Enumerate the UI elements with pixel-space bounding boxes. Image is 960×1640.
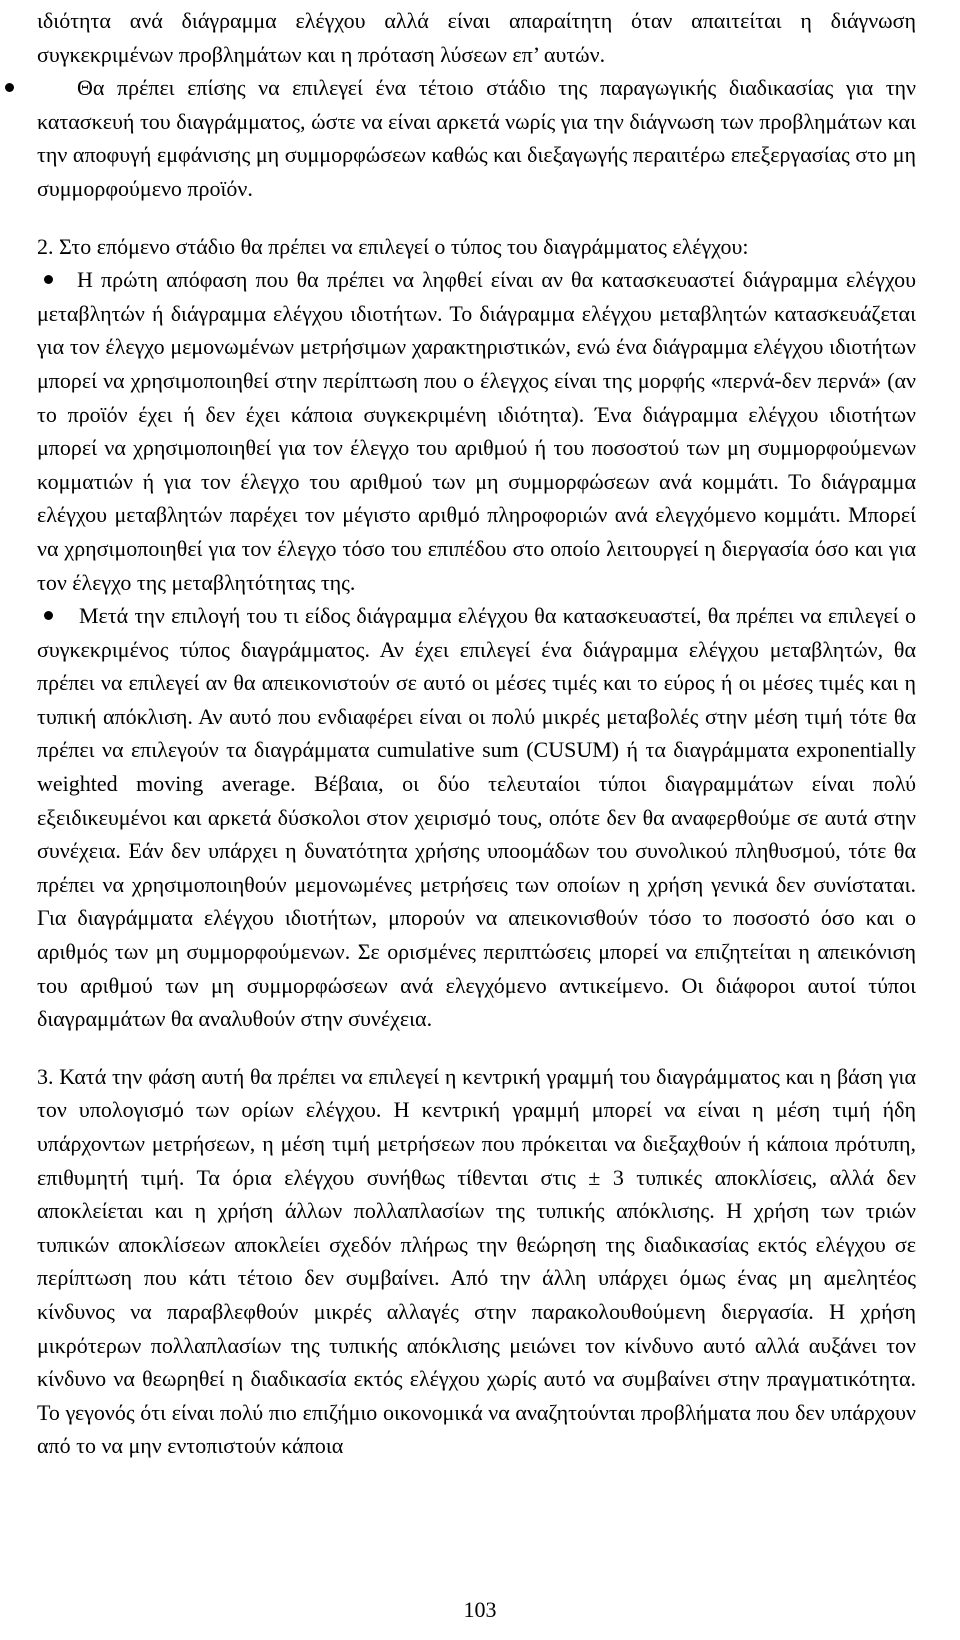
paragraph-bullet-1: Θα πρέπει επίσης να επιλεγεί ένα τέτοιο στάδιο της παραγωγικής διαδικασίας για την κατασκευή του διαγράμματος, ώστε να είναι αρκετά νωρίς για την διάγνωση των προβλημάτων και την αποφυγή εμφάνισης μη συμμορφώσεων καθώς και διεξαγωγής περαιτέρω επεξεργασίας στο μη συμμορφούμενο προϊόν. xyxy=(37,75,916,201)
bullet-item-chart-type xyxy=(37,599,916,1036)
bullet-item-stage-selection xyxy=(37,71,916,205)
paragraph-section-3: 3. Κατά την φάση αυτή θα πρέπει να επιλεγεί η κεντρική γραμμή του διαγράμματος και η βάση για τον υπολογισμό των ορίων ελέγχου. Η κεντρική γραμμή μπορεί να είναι η μέση τιμή ήδη υπάρχοντων μετρήσεων, η μέση τιμή μετρήσεων που πρόκειται να διεξαχθούν ή κάποια πρότυπη, επιθυμητή τιμή. Τα όρια ελέγχου συνήθως τίθενται στις ± 3 τυπικές αποκλίσεις, αλλά δεν αποκλείεται και η χρήση άλλων πολλαπλασίων της τυπικής απόκλισης. Η χρήση των τριών τυπικών αποκλίσεων αποκλείει σχεδόν πλήρως την θεώρηση της διαδικασίας εκτός ελέγχου σε περίπτωση που κάτι τέτοιο δεν συμβαίνει. Από την άλλη υπάρχει όμως ένας μη αμελητέος κίνδυνος να παραβλεφθούν μικρές αλλαγές στην παρακολουθούμενη διεργασία. Η χρήση μικρότερων πολλαπλασίων της τυπικής απόκλισης μειώνει τον κίνδυνο αυτό αλλά αυξάνει τον κίνδυνο να θεωρηθεί η διαδικασία εκτός ελέγχου χωρίς αυτό να συμβαίνει στην πραγματικότητα. Το γεγονός ότι είναι πολύ πιο επιζήμιο οικονομικά να αναζητούνται προβλήματα που δεν υπάρχουν από το να μην εντοπιστούν κάποια xyxy=(37,1063,916,1459)
paragraph-bullet-2: Η πρώτη απόφαση που θα πρέπει να ληφθεί είναι αν θα κατασκευαστεί διάγραμμα ελέγχου μεταβλητών ή διάγραμμα ελέγχου ιδιοτήτων. Το διάγραμμα ελέγχου μεταβλητών κατασκευάζεται για τον έλεγχο μεμονωμένων μετρήσιμων χαρακτηριστικών, ενώ ένα διάγραμμα ελέγχου ιδιοτήτων μπορεί να χρησιμοποιηθεί στην περίπτωση που ο έλεγχος είναι της μορφής «περνά-δεν περνά» (αν το προϊόν έχει ή δεν έχει κάποια συγκεκριμένη ιδιότητα). Ένα διάγραμμα ελέγχου ιδιοτήτων μπορεί να χρησιμοποιηθεί για τον έλεγχο του αριθμού ή του ποσοστού των μη συμμορφούμενων κομματιών ή για τον έλεγχο του αριθμού των μη συμμορφώσεων ανά κομμάτι. Το διάγραμμα ελέγχου μεταβλητών παρέχει τον μέγιστο αριθμό πληροφοριών ανά ελεγχόμενο κομμάτι. Μπορεί να χρησιμοποιηθεί για τον έλεγχο τόσο του επιπέδου στο οποίο λειτουργεί η διεργασία όσο και για τον έλεγχο της μεταβλητότητας της. xyxy=(37,267,916,595)
paragraph-bullet-3: Μετά την επιλογή του τι είδος διάγραμμα ελέγχου θα κατασκευαστεί, θα πρέπει να επιλεγεί ο συγκεκριμένος τύπος διαγράμματος. Αν έχει επιλεγεί ένα διάγραμμα ελέγχου μεταβλητών, θα πρέπει να επιλεγεί αν θα απεικονιστούν σε αυτό οι μέσες τιμές και το εύρος ή οι μέσες τιμές και η τυπική απόκλιση. Αν αυτό που ενδιαφέρει είναι οι πολύ μικρές μεταβολές στην μέση τιμή τότε θα πρέπει να επιλεγούν τα διαγράμματα cumulative sum (CUSUM) ή τα διαγράμματα exponentially weighted moving average. Βέβαια, οι δύο τελευταίοι τύποι διαγραμμάτων είναι πολύ εξειδικευμένοι και αρκετά δύσκολοι στον χειρισμό τους, οπότε δεν θα αναφερθούμε σε αυτά στην συνέχεια. Εάν δεν υπάρχει η δυνατότητα χρήσης υποομάδων του συνολικού πληθυσμού, τότε θα πρέπει να χρησιμοποιηθούν μεμονωμένες μετρήσεις των οποίων η χρήση γενικά δεν συνίσταται. Για διαγράμματα ελέγχου ιδιοτήτων, μπορούν να απεικονισθούν τόσο το ποσοστό όσο και ο αριθμός των μη συμμορφούμενων. Σε ορισμένες περιπτώσεις μπορεί να επιζητείται η απεικόνιση του αριθμού των μη συμμορφώσεων ανά ελεγχόμενο αντικείμενο. Οι διάφοροι αυτοί τύποι διαγραμμάτων θα αναλυθούν στην συνέχεια. xyxy=(37,603,916,1032)
page-number: 103 xyxy=(463,1597,497,1622)
section-2-heading: 2. Στο επόμενο στάδιο θα πρέπει να επιλεγεί ο τύπος του διαγράμματος ελέγχου: xyxy=(37,233,749,259)
bullet-icon xyxy=(5,83,14,92)
paragraph-intro-continuation: ιδιότητα ανά διάγραμμα ελέγχου αλλά είναι απαραίτητη όταν απαιτείται η διάγνωση συγκεκριμένων προβλημάτων και η πρόταση λύσεων επ’ αυτών. xyxy=(37,8,916,67)
bullet-item-chart-decision xyxy=(37,263,916,599)
